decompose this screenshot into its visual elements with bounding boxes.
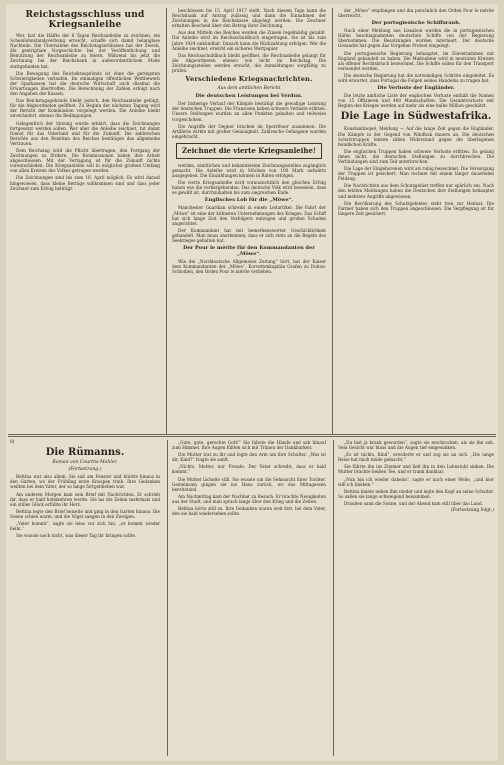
subsection-heading: Die deutschen Leistungen bei Verdun. [195, 93, 303, 100]
subsection-heading: Die Verluste der Engländer. [377, 85, 455, 92]
novel-title: Die Rümanns. [45, 447, 125, 459]
paragraph: „Es ist nichts, Kind“, erwiderte er und zog sie an sich. „Die lange Reise hat mich müde gemacht.“ [338, 452, 494, 463]
paragraph: „Nun bin ich wieder daheim“, sagte er nach einer Weile, „und hier will ich bleiben.“ [338, 476, 494, 487]
column-middle [172, 8, 326, 276]
paragraph: Die portugiesische Regierung behauptet, im Einvernehmen mit England gehandelt zu haben. Die Maßnahme wird in neutralen Kreisen als offener Rechtsbruch bezeichnet. Die Schiffe sollen für den Transport verwendet werden. [338, 50, 494, 71]
paragraph: Die vierte Kriegsanleihe wird voraussichtlich den gleichen Erfolg haben wie die vorhergehenden. Das deutsche Volk wird beweisen, dass es gewillt ist, durchzuhalten bis zum siegreichen Ende. [172, 180, 326, 196]
paragraph: Sie wusste noch nicht, was dieser Tag ihr bringen sollte. [16, 533, 137, 539]
paragraph: der „Möwe“ empfangen und ihn persönlich den Orden Pour le mérite überreicht. [338, 8, 494, 19]
paragraph: Bettina legte den Brief beiseite und ging in den Garten hinaus. Die Sonne schien warm, und die Vögel sangen in den Zweigen. [10, 508, 160, 519]
paragraph: Das Reichstagsgebäude bleibt jedoch, den Reichsanleihe gefolgt, für die Abgeordneten geöffnet. Zu Beginn der nächsten Tagung wird der Bericht der Kommission vorgelegt werden. Die Anleihe bleibt unverändert, ebenso die Bedingungen. [10, 98, 160, 119]
paragraph: Die Zeichnungen sind bis zum 16. April möglich. Es wird darauf hingewiesen, dass kleine Beträge willkommen sind und dass jeder Zeichner zum Erfolg beiträgt. [10, 175, 160, 191]
article-body [10, 33, 160, 191]
paragraph: Der Kommandant hat mit bemerkenswerter Geschicklichkeit gehandelt. Man muss anerkennen, dass er sich stets an die Regeln des Seekrieges gehalten hat. [172, 227, 326, 243]
continuation-notice: (Fortsetzung folgt.) [450, 508, 494, 514]
paragraph: Dem Reichstag wird die Pflicht übertragen, den Fortgang der Zeichnungen zu fördern. Die Kommissionen haben ihre Arbeit abgeschlossen. Mit der Vertagung ist für die Zukunft nichts vorentschieden. Die Kriegsanleihe soll in möglichst großem Umfang von allen Kreisen des Volkes getragen werden. [10, 147, 160, 174]
novel-continuation-note: (Fortsetzung.) [68, 467, 102, 473]
paragraph: Wer, fast die Hälfte der 8 Tagen Reichsanleihe zu zeichnen, ein Scheinlohnstandsverbung erreicht, schaffe sich damit belanglose Nachteile. Die Übernahme des Reichstagsschlusses hat der Zweck, die gestrigtiale Vorgeschichte bei der Veröffentlichung und Benutzung der Reichsanleihe zu feiern. Während bis jetzt die Zeichnung bei der Reichsbank in außerordentlichem Maße stattgefunden hat. [10, 33, 160, 69]
paragraph: „Nichts, Mutter, nur Freude. Der Vater schreibt, dass er bald kommt.“ [172, 464, 326, 475]
column-divider [332, 8, 333, 434]
paragraph: Draußen sank die Sonne, und der Abend kam still über das Land. [344, 500, 483, 506]
paragraph: Die Bevölkerung des Schutzgebietes steht treu zur Heimat. Die Farmer haben sich den Truppen angeschlossen. Die Verpflegung ist für längere Zeit gesichert. [338, 200, 494, 216]
paragraph: Die Lage der Eingeborenen wird als ruhig bezeichnet. Die Versorgung der Truppen ist gesichert. Man rechnet mit einem länger dauernden Feldzug. [338, 166, 494, 182]
paragraph: Konstantinopel, Meldung — Auf die lange Zeit gegen die Engländer. Die Kämpfe in der Gegend von Windhuk dauern an. Die deutschen Schutztruppen leisten zähen Widerstand gegen die überlegenen feindlichen Kräfte. [338, 126, 494, 147]
paragraph: Die Mutter lächelte still. Sie wusste um die Sehnsucht ihrer Tochter. Gemeinsam gingen sie ins Haus zurück, wo das Mittagessen bereitstand. [172, 476, 326, 492]
paragraph: Die Bewegung des Reichskriegsfonds ist ohne die geringsten Schwierigkeiten verlaufen. Im einmaligen öffentlichen Wettbewerb der Sparkassen hat die deutsche Wirtschaft auch diesmal die Erwartungen übertroffen. Die Berechnung der Zahlen erfolgt nach den Angaben der Kassen. [10, 70, 160, 97]
paragraph: „Du bist ja krank geworden“, sagte sie erschrocken, als sie ihn sah. Sein Gesicht war blass und die Augen tief eingesunken. [338, 440, 494, 451]
paragraph: beschlossen bis 15. April 1917 stellt. Nach diesem Tage kann die Reichsbank auf Antrag zulässig und dann die Einnahmen der Zeichnungen in die Reichskasse abgelegt werden. Die Zeichner erhalten Bescheid über den Betrag ihrer Zeichnung. [172, 8, 326, 29]
paragraph: Manchester Guardian schreibt in einem Leitartikel: Die Fahrt der „Möwe“ ist eine der kühnsten Unternehmungen des Krieges. Das Schiff hat sich lange Zeit den Verfolgern entzogen und großen Schaden angerichtet. [172, 205, 326, 226]
feuilleton-column-left [10, 440, 160, 540]
article-title: Reichstagsschluss und Kriegsanleihe [25, 10, 145, 30]
paragraph: Die deutsche Regierung hat die notwendigen Schritte eingeleitet. Es wird erwartet, dass Portugal die Folgen seines Handelns zu tragen hat. [338, 72, 494, 84]
paragraph: Bettina hörte still zu. Ihre Gedanken waren weit fort, bei dem Vater, den sie bald wiedersehen sollte. [172, 506, 326, 517]
section-heading-southwest-africa: Die Lage in Südwestafrika. [340, 111, 492, 123]
column-left [10, 8, 160, 193]
paragraph: Nach einer Meldung aus Lissabon wurden die in portugiesischen Häfen beschlagnahmten deutschen Schiffe von der Regierung übernommen. Die Besatzungen wurden interniert. Der deutsche Gesandte hat gegen das Vorgehen Protest eingelegt. [338, 28, 494, 49]
paragraph: Sie führte ihn ins Zimmer und ließ ihn in den Lehnstuhl sinken. Die Mutter brachte heißen Tee, und er trank dankbar. [338, 464, 494, 475]
paragraph: Aus den Mitteln des Reiches werden die Zinsen regelmäßig gezahlt. Die Anleihe wird im Reichsschuldbuch eingetragen. Sie ist bis zum Jahre 1924 unkündbar. Danach kann die Rückzahlung erfolgen. Wer die Anleihe zeichnet, erwirbt ein sicheres Wertpapier. [172, 30, 326, 51]
paragraph: Die Nachrichten aus dem Schutzgebiet treffen nur spärlich ein. Nach den letzten Meldungen haben die Deutschen ihre Stellungen behauptet und mehrere Angriffe abgewiesen. [338, 183, 494, 199]
installment-number: 8) [10, 440, 15, 445]
paragraph: „Vater kommt“, sagte sie leise vor sich hin, „er kommt wieder heim.“ [10, 521, 160, 532]
column-divider [166, 8, 167, 434]
subsection-heading: Der portugiesische Schiffsraub. [371, 20, 461, 27]
paragraph: Gelegentlich der Sitzung wurde erklärt, dass die Zeichnungen fortgesetzt werden sollen. Wer aber die Anleihe zeichnet, tut damit Dienst für das Vaterland und für die Zukunft. Die zahlreichen Berichte aus den Bezirken des Reiches bestätigen das allgemeine Vertrauen. [10, 120, 160, 146]
paragraph: werden, sämtlichen und bekanntesten Zeichnungsstellen zugänglich gemacht. Die Anleihe wird in Stücken von 100 Mark aufwärts ausgegeben. Die Einzahlungen können in Raten erfolgen. [172, 162, 326, 179]
column-right [338, 8, 494, 218]
paragraph: Das Reichsschuldbuch bleibt geöffnet, die Reichsanleihe gelangt für die Abgeordneten ebenso wie nicht im Reichstag. Die Zeichnungsstellen werden ersucht, die Anmeldungen sorgfältig zu prüfen. [172, 52, 326, 74]
subsection-heading: Englisches Lob für die „Möwe“. [204, 197, 294, 204]
novel-author: Roman von Courths-Mahler. [52, 460, 118, 466]
paragraph: Die letzte amtliche Liste der englischen Verluste enthält die Namen von 15 Offizieren und 400 Mannschaften. Die Gesamtverluste seit Beginn des Krieges werden auf mehr als eine halbe Million geschätzt. [338, 93, 494, 109]
newspaper-page [6, 4, 498, 761]
feuilleton-column-right [338, 440, 494, 513]
paragraph: Die Mutter trat zu ihr und legte den Arm um ihre Schulter. „Was ist dir, Kind?“ fragte sie sanft. [172, 452, 326, 463]
paragraph: Bettina war also allein. Sie saß am Fenster und blickte hinaus in den Garten, wo der Frühling erste Knospen trieb. Ihre Gedanken weilten bei dem Vater, der so lange fortgeblieben war. [10, 474, 160, 490]
feuilleton-divider [8, 434, 496, 435]
paragraph: Die englischen Truppen haben schwere Verluste erlitten. Es gelang ihnen nicht, die deutschen Stellungen zu durchbrechen. Die Verbindungen sind zum Teil unterbrochen. [338, 148, 494, 164]
feuilleton-column-middle [172, 440, 326, 518]
paragraph: Der bisherige Verlauf der Kämpfe bestätigt die gewaltige Leistung der deutschen Truppen. Die Franzosen haben schwere Verluste erlitten. Unsere Stellungen wurden an allen Punkten gehalten und teilweise vorgeschoben. [172, 101, 326, 122]
section-subheading: Aus dem amtlichen Bericht [217, 86, 281, 92]
paragraph: Die Angriffe der Gegner brachen im Sperrfeuer zusammen. Die Artillerie wirkte mit großer Genauigkeit. Zahlreiche Gefangene wurden eingebracht. [172, 123, 326, 139]
paragraph: „Gute, gute, gerechte Gott!“ Sie faltete die Hände und sah hinauf zum Himmel. Ihre Augen füllten sich mit Tränen der Dankbarkeit. [172, 440, 326, 451]
column-divider [167, 440, 168, 756]
war-bond-callout: Zeichnet die vierte Kriegsanleihe! [176, 143, 322, 159]
feuilleton-divider [8, 436, 496, 437]
paragraph: Bettina kniete neben ihm nieder und legte den Kopf an seine Schulter. So saßen sie lange schweigend beisammen. [338, 488, 494, 499]
paragraph: Am Nachmittag kam der Nachbar zu Besuch. Er brachte Neuigkeiten aus der Stadt, und man sprach lange über den Krieg und die Zeiten. [172, 493, 326, 504]
column-divider [333, 440, 334, 756]
paragraph: Wie die „Norddeutsche Allgemeine Zeitung“ hört, hat der Kaiser dem Kommandanten der „Möwe“, Korvettenkapitän Grafen zu Dohna-Schlodien, den Orden Pour le mérite verliehen. [172, 259, 326, 275]
paragraph: Am anderen Morgen kam sein Brief mit Nachrichten. Er schrieb ihr, dass er bald heimkehren werde. Sie las die Zeilen mehrmals und ein stilles Glück erfüllte ihr Herz. [10, 491, 160, 507]
subsection-heading: Der Pour le mérite für den Kommandanten der „Möwe“. [183, 245, 315, 258]
section-heading-war-news: Verschiedene Kriegsnachrichten. [185, 75, 313, 84]
